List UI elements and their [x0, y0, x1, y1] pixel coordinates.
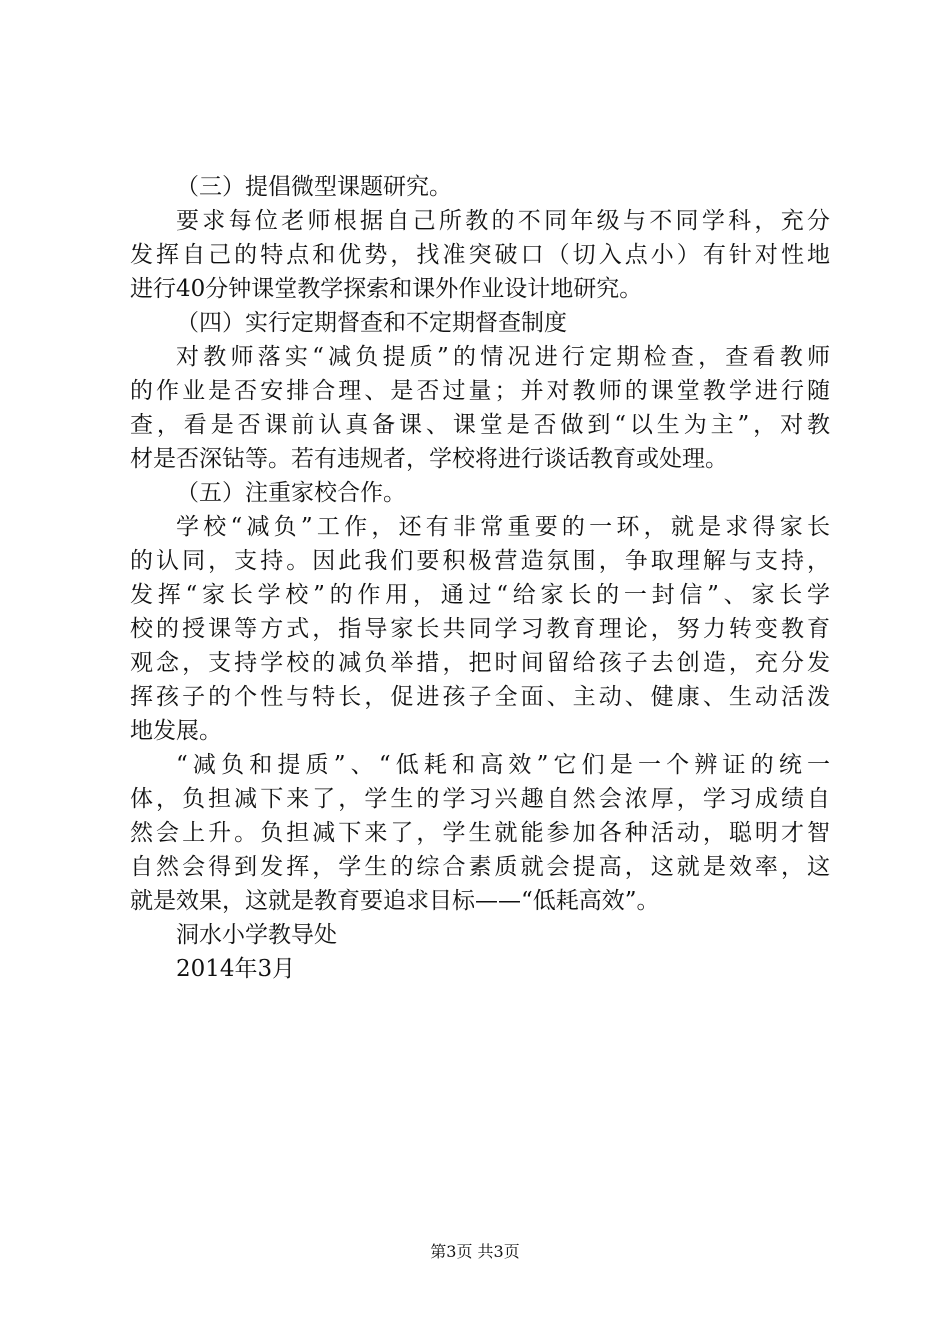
paragraph-line: 学校“减负”工作，还有非常重要的一环，就是求得家长	[176, 514, 830, 540]
paragraph-line: 材是否深钻等。若有违规者，学校将进行谈话教育或处理。	[130, 446, 728, 472]
paragraph-line: 发挥自己的特点和优势，找准突破口（切入点小）有针对性地	[130, 242, 830, 268]
paragraph-line: 体，负担减下来了，学生的学习兴趣自然会浓厚，学习成绩自	[130, 786, 830, 812]
paragraph-line: 的作业是否安排合理、是否过量；并对教师的课堂教学进行随	[130, 378, 830, 404]
paragraph-line: 进行40分钟课堂教学探索和课外作业设计地研究。	[130, 276, 643, 302]
paragraph-line: 就是效果，这就是教育要追求目标——“低耗高效”。	[130, 888, 660, 914]
signature-org: 洞水小学教导处	[176, 922, 337, 948]
paragraph-line: 然会上升。负担减下来了，学生就能参加各种活动，聪明才智	[130, 820, 830, 846]
paragraph-line: 自然会得到发挥，学生的综合素质就会提高，这就是效率，这	[130, 854, 830, 880]
paragraph-line: 对教师落实“减负提质”的情况进行定期检查，查看教师	[176, 344, 830, 370]
signature-date: 2014年3月	[176, 956, 296, 982]
document-body	[130, 170, 830, 986]
paragraph-line: 校的授课等方式，指导家长共同学习教育理论，努力转变教育	[130, 616, 830, 642]
paragraph-line: 查，看是否课前认真备课、课堂是否做到“以生为主”，对教	[130, 412, 830, 438]
section-heading-3: （三）提倡微型课题研究。	[176, 174, 452, 200]
paragraph-line: 地发展。	[130, 718, 222, 744]
paragraph-line: “减负和提质”、“低耗和高效”它们是一个辨证的统一	[176, 752, 830, 778]
section-heading-4: （四）实行定期督查和不定期督查制度	[176, 310, 567, 336]
paragraph-line: 挥孩子的个性与特长，促进孩子全面、主动、健康、生动活泼	[130, 684, 830, 710]
paragraph-line: 的认同，支持。因此我们要积极营造氛围，争取理解与支持，	[130, 548, 830, 574]
paragraph-line: 发挥“家长学校”的作用，通过“给家长的一封信”、家长学	[130, 582, 830, 608]
section-heading-5: （五）注重家校合作。	[176, 480, 406, 506]
paragraph-line: 要求每位老师根据自己所教的不同年级与不同学科，充分	[176, 208, 830, 234]
page-footer: 第3页 共3页	[430, 1242, 520, 1261]
paragraph-line: 观念，支持学校的减负举措，把时间留给孩子去创造，充分发	[130, 650, 830, 676]
